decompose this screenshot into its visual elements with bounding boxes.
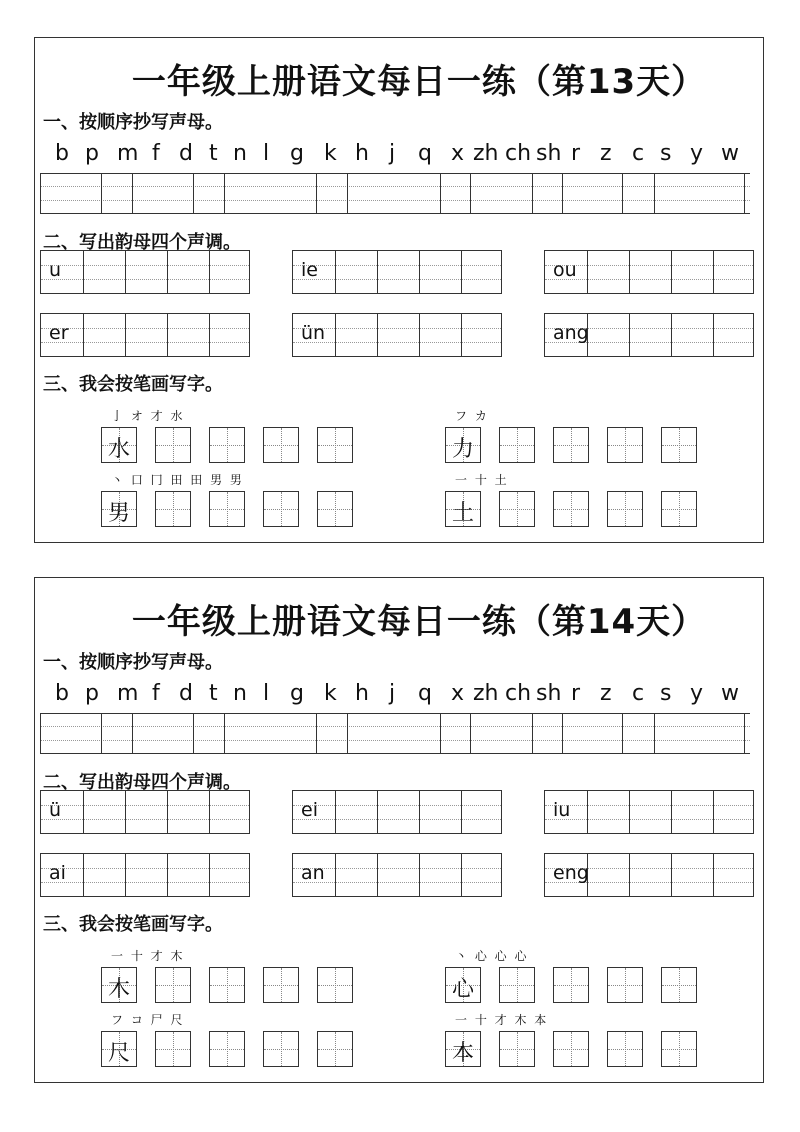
grid-guide-line (571, 1032, 572, 1066)
box-divider (125, 251, 126, 293)
initials-writing-grid[interactable] (40, 173, 750, 213)
initial-letter: z (600, 681, 612, 706)
practice-character-box[interactable] (209, 427, 245, 463)
initial-letter: y (690, 681, 704, 706)
practice-character-box[interactable] (499, 967, 535, 1003)
box-guide-line (41, 819, 249, 820)
grid-column-line (622, 713, 623, 753)
initial-letter: d (179, 141, 193, 166)
box-divider (671, 854, 672, 896)
final-writing-box[interactable] (40, 853, 250, 897)
final-label: ü (49, 799, 62, 821)
grid-column-line (193, 713, 194, 753)
stroke-order: 一 十 才 木 (111, 949, 185, 963)
initial-letter: s (660, 681, 672, 706)
box-divider (167, 251, 168, 293)
box-divider (713, 854, 714, 896)
grid-line (40, 713, 750, 714)
grid-guide-line (227, 428, 228, 462)
final-writing-box[interactable] (40, 790, 250, 834)
model-character-box (101, 427, 137, 463)
final-writing-box[interactable] (544, 853, 754, 897)
box-divider (335, 791, 336, 833)
initial-letter: sh (536, 141, 562, 166)
grid-guide-line (173, 1032, 174, 1066)
grid-column-line (470, 713, 471, 753)
practice-character-box[interactable] (607, 967, 643, 1003)
practice-character-box[interactable] (263, 1031, 299, 1067)
box-guide-line (293, 819, 501, 820)
grid-column-line (347, 173, 348, 213)
box-divider (461, 791, 462, 833)
grid-column-line (101, 173, 102, 213)
practice-character-box[interactable] (607, 491, 643, 527)
grid-guide-line (679, 492, 680, 526)
box-divider (167, 314, 168, 356)
practice-character-box[interactable] (553, 491, 589, 527)
initials-row (43, 681, 755, 707)
grid-column-line (654, 713, 655, 753)
practice-character-box[interactable] (553, 967, 589, 1003)
box-guide-line (41, 882, 249, 883)
initial-letter: t (209, 141, 218, 166)
box-divider (209, 251, 210, 293)
worksheet-day-13 (34, 37, 764, 543)
stroke-order: フ コ 尸 尺 (111, 1013, 185, 1027)
worksheet-day-14 (34, 577, 764, 1083)
grid-column-line (744, 173, 745, 213)
grid-column-line (193, 173, 194, 213)
grid-guide-line (173, 968, 174, 1002)
grid-column-line (224, 173, 225, 213)
initial-letter: w (721, 681, 739, 706)
final-writing-box[interactable] (292, 313, 502, 357)
grid-guide-line (335, 492, 336, 526)
box-divider (461, 314, 462, 356)
grid-column-line (744, 713, 745, 753)
grid-guide-line (227, 1032, 228, 1066)
final-label: an (301, 862, 325, 884)
initial-letter: g (290, 681, 304, 706)
final-writing-box[interactable] (292, 853, 502, 897)
final-label: ie (301, 259, 318, 281)
final-label: ün (301, 322, 326, 344)
model-character-box (445, 967, 481, 1003)
box-divider (377, 854, 378, 896)
box-divider (125, 791, 126, 833)
grid-guide-line (40, 726, 750, 727)
grid-guide-line (679, 1032, 680, 1066)
initial-letter: k (324, 681, 337, 706)
initial-letter: n (233, 681, 247, 706)
final-label: ei (301, 799, 318, 821)
practice-character-box[interactable] (661, 967, 697, 1003)
box-guide-line (545, 819, 753, 820)
grid-column-line (532, 713, 533, 753)
grid-guide-line (679, 968, 680, 1002)
section-2-heading: 二、写出韵母四个声调。 (43, 232, 241, 253)
initial-letter: r (571, 141, 581, 166)
initial-letter: j (389, 681, 396, 706)
box-divider (419, 791, 420, 833)
grid-column-line (562, 713, 563, 753)
box-guide-line (41, 279, 249, 280)
grid-guide-line (173, 428, 174, 462)
box-divider (587, 251, 588, 293)
initial-letter: j (389, 141, 396, 166)
box-guide-line (41, 805, 249, 806)
model-character-box (445, 1031, 481, 1067)
grid-column-line (440, 713, 441, 753)
box-guide-line (293, 279, 501, 280)
box-guide-line (41, 342, 249, 343)
practice-character-box[interactable] (661, 1031, 697, 1067)
model-character: 男 (107, 501, 130, 526)
section-3-heading: 三、我会按笔画写字。 (43, 374, 223, 395)
box-divider (209, 314, 210, 356)
practice-character-box[interactable] (661, 491, 697, 527)
box-divider (587, 791, 588, 833)
grid-column-line (532, 173, 533, 213)
box-divider (83, 314, 84, 356)
model-character-box (101, 491, 137, 527)
practice-character-box[interactable] (209, 1031, 245, 1067)
box-divider (83, 791, 84, 833)
box-divider (671, 251, 672, 293)
practice-character-box[interactable] (553, 1031, 589, 1067)
box-divider (335, 251, 336, 293)
stroke-order: 丶 心 心 心 (455, 949, 529, 963)
initial-letter: b (55, 681, 69, 706)
grid-guide-line (281, 428, 282, 462)
initial-letter: h (355, 141, 369, 166)
grid-guide-line (517, 968, 518, 1002)
grid-guide-line (173, 492, 174, 526)
final-writing-box[interactable] (292, 250, 502, 294)
box-guide-line (293, 265, 501, 266)
grid-line (40, 753, 750, 754)
stroke-order: 亅 オ 才 水 (111, 409, 185, 423)
initial-letter: y (690, 141, 704, 166)
box-divider (461, 251, 462, 293)
grid-column-line (101, 713, 102, 753)
grid-guide-line (517, 492, 518, 526)
initial-letter: ch (505, 141, 532, 166)
initial-letter: f (152, 681, 160, 706)
final-label: er (49, 322, 69, 344)
initial-letter: s (660, 141, 672, 166)
section-1-heading: 一、按顺序抄写声母。 (43, 112, 223, 133)
grid-guide-line (281, 492, 282, 526)
model-character: 木 (107, 977, 130, 1002)
worksheet-title: 一年级上册语文每日一练（第13天） (131, 62, 707, 102)
practice-character-box[interactable] (607, 427, 643, 463)
grid-guide-line (335, 1032, 336, 1066)
box-divider (713, 251, 714, 293)
grid-column-line (347, 713, 348, 753)
initial-letter: c (632, 681, 645, 706)
grid-guide-line (335, 968, 336, 1002)
stroke-order: 一 十 才 木 本 (455, 1013, 549, 1027)
box-divider (629, 791, 630, 833)
grid-guide-line (227, 968, 228, 1002)
grid-column-line (132, 713, 133, 753)
section-2-heading: 二、写出韵母四个声调。 (43, 772, 241, 793)
practice-character-box[interactable] (155, 1031, 191, 1067)
grid-guide-line (335, 428, 336, 462)
initial-letter: zh (473, 141, 499, 166)
initial-letter: d (179, 681, 193, 706)
box-divider (335, 314, 336, 356)
initial-letter: b (55, 141, 69, 166)
initial-letter: r (571, 681, 581, 706)
model-character: 本 (451, 1041, 474, 1066)
worksheet-title: 一年级上册语文每日一练（第14天） (131, 602, 707, 642)
grid-guide-line (571, 428, 572, 462)
stroke-order: 丶 口 冂 田 田 男 男 (111, 473, 244, 487)
grid-guide-line (517, 428, 518, 462)
grid-column-line (622, 173, 623, 213)
practice-character-box[interactable] (317, 967, 353, 1003)
grid-guide-line (625, 1032, 626, 1066)
final-writing-box[interactable] (544, 790, 754, 834)
box-divider (461, 854, 462, 896)
practice-character-box[interactable] (553, 427, 589, 463)
model-character: 水 (107, 437, 130, 462)
initial-letter: f (152, 141, 160, 166)
model-character-box (101, 1031, 137, 1067)
box-divider (671, 314, 672, 356)
box-divider (629, 854, 630, 896)
final-label: ai (49, 862, 66, 884)
box-divider (83, 251, 84, 293)
grid-guide-line (40, 740, 750, 741)
grid-column-line (224, 713, 225, 753)
initial-letter: c (632, 141, 645, 166)
section-3-heading: 三、我会按笔画写字。 (43, 914, 223, 935)
box-guide-line (293, 805, 501, 806)
box-divider (713, 791, 714, 833)
model-character: 力 (451, 437, 474, 462)
initial-letter: q (418, 681, 432, 706)
initial-letter: h (355, 681, 369, 706)
initials-writing-grid[interactable] (40, 713, 750, 753)
grid-guide-line (571, 968, 572, 1002)
box-divider (377, 251, 378, 293)
box-divider (209, 791, 210, 833)
final-writing-box[interactable] (544, 250, 754, 294)
practice-character-box[interactable] (317, 491, 353, 527)
grid-guide-line (281, 1032, 282, 1066)
initial-letter: ch (505, 681, 532, 706)
final-writing-box[interactable] (544, 313, 754, 357)
practice-character-box[interactable] (263, 491, 299, 527)
final-label: eng (553, 862, 589, 884)
grid-guide-line (227, 492, 228, 526)
box-divider (335, 854, 336, 896)
grid-column-line (470, 173, 471, 213)
initial-letter: z (600, 141, 612, 166)
final-writing-box[interactable] (40, 250, 250, 294)
stroke-order: 一 十 土 (455, 473, 509, 487)
box-divider (209, 854, 210, 896)
model-character-box (445, 427, 481, 463)
final-label: iu (553, 799, 571, 821)
initial-letter: x (451, 681, 465, 706)
grid-guide-line (625, 492, 626, 526)
initial-letter: t (209, 681, 218, 706)
practice-character-box[interactable] (499, 1031, 535, 1067)
practice-character-box[interactable] (317, 1031, 353, 1067)
box-guide-line (545, 805, 753, 806)
initial-letter: n (233, 141, 247, 166)
practice-character-box[interactable] (607, 1031, 643, 1067)
initial-letter: p (85, 141, 99, 166)
box-divider (671, 791, 672, 833)
stroke-order: フ カ (455, 409, 489, 423)
grid-guide-line (625, 968, 626, 1002)
model-character: 心 (451, 977, 474, 1002)
grid-column-line (40, 713, 41, 753)
initial-letter: zh (473, 681, 499, 706)
practice-character-box[interactable] (155, 491, 191, 527)
final-writing-box[interactable] (40, 313, 250, 357)
practice-character-box[interactable] (209, 491, 245, 527)
box-guide-line (41, 265, 249, 266)
initial-letter: k (324, 141, 337, 166)
practice-character-box[interactable] (155, 967, 191, 1003)
box-guide-line (41, 868, 249, 869)
box-divider (419, 314, 420, 356)
grid-column-line (316, 713, 317, 753)
final-label: u (49, 259, 62, 281)
grid-guide-line (571, 492, 572, 526)
model-character: 土 (451, 501, 474, 526)
practice-character-box[interactable] (499, 427, 535, 463)
box-divider (419, 854, 420, 896)
box-divider (713, 314, 714, 356)
initials-row (43, 141, 755, 167)
box-divider (377, 791, 378, 833)
box-divider (167, 854, 168, 896)
grid-guide-line (517, 1032, 518, 1066)
box-divider (377, 314, 378, 356)
initial-letter: m (117, 141, 139, 166)
grid-line (40, 213, 750, 214)
practice-character-box[interactable] (661, 427, 697, 463)
grid-guide-line (281, 968, 282, 1002)
grid-guide-line (40, 186, 750, 187)
model-character-box (445, 491, 481, 527)
practice-character-box[interactable] (317, 427, 353, 463)
grid-column-line (40, 173, 41, 213)
model-character-box (101, 967, 137, 1003)
grid-column-line (316, 173, 317, 213)
grid-guide-line (40, 200, 750, 201)
initial-letter: g (290, 141, 304, 166)
initial-letter: sh (536, 681, 562, 706)
grid-column-line (440, 173, 441, 213)
initial-letter: q (418, 141, 432, 166)
practice-character-box[interactable] (155, 427, 191, 463)
box-divider (167, 791, 168, 833)
final-label: ang (553, 322, 589, 344)
grid-guide-line (679, 428, 680, 462)
initial-letter: p (85, 681, 99, 706)
grid-line (40, 173, 750, 174)
box-divider (83, 854, 84, 896)
box-divider (629, 251, 630, 293)
box-guide-line (41, 328, 249, 329)
initial-letter: l (263, 141, 270, 166)
initial-letter: l (263, 681, 270, 706)
model-character: 尺 (107, 1041, 130, 1066)
initial-letter: w (721, 141, 739, 166)
box-divider (125, 854, 126, 896)
grid-column-line (562, 173, 563, 213)
grid-column-line (654, 173, 655, 213)
initial-letter: x (451, 141, 465, 166)
initial-letter: m (117, 681, 139, 706)
final-writing-box[interactable] (292, 790, 502, 834)
grid-guide-line (625, 428, 626, 462)
section-1-heading: 一、按顺序抄写声母。 (43, 652, 223, 673)
box-divider (419, 251, 420, 293)
final-label: ou (553, 259, 577, 281)
box-divider (125, 314, 126, 356)
grid-column-line (132, 173, 133, 213)
practice-character-box[interactable] (263, 427, 299, 463)
practice-character-box[interactable] (499, 491, 535, 527)
practice-character-box[interactable] (209, 967, 245, 1003)
box-divider (629, 314, 630, 356)
practice-character-box[interactable] (263, 967, 299, 1003)
